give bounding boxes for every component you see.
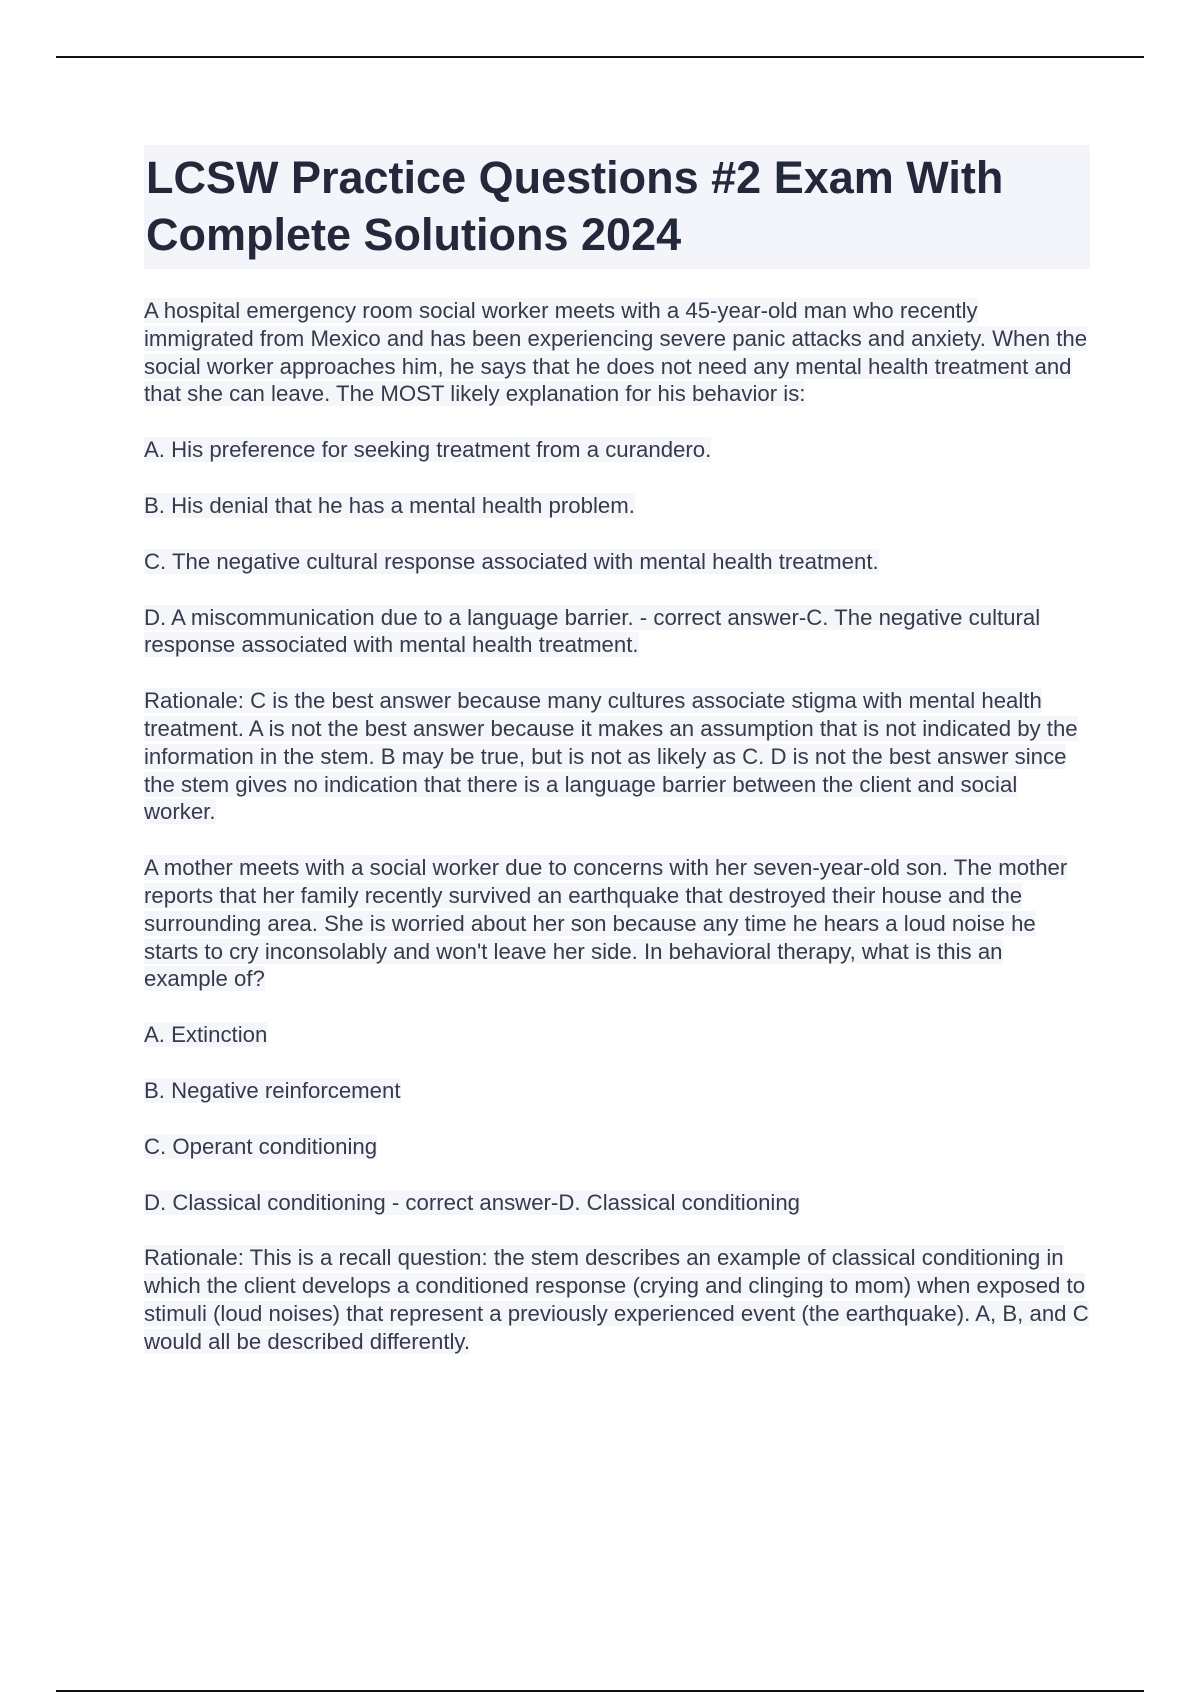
question-1-option-b-text: B. His denial that he has a mental health problem.: [144, 492, 635, 518]
document-title: LCSW Practice Questions #2 Exam With Complete Solutions 2024: [144, 145, 1090, 269]
question-1-option-a-text: A. His preference for seeking treatment from a curandero.: [144, 437, 712, 463]
question-1-option-d-text: D. A miscommunication due to a language barrier. - correct answer-C. The negative cultural response associated with mental health treatment.: [144, 604, 1041, 658]
question-2-option-c-text: C. Operant conditioning: [144, 1133, 378, 1159]
question-2-option-b-text: B. Negative reinforcement: [144, 1077, 401, 1103]
question-1-rationale: [144, 687, 1090, 826]
question-2-option-d: [144, 1189, 1090, 1217]
question-2-stem-text: A mother meets with a social worker due to concerns with her seven-year-old son. The mother reports that her family recently survived an earthquake that destroyed their house and the surrounding area. She is worried about her son because any time he hears a loud noise he starts to cry inconsolably and won't leave her side. In behavioral therapy, what is this an example of?: [144, 855, 1068, 992]
question-2-option-a-text: A. Extinction: [144, 1022, 268, 1048]
bottom-rule: [56, 1690, 1144, 1692]
question-2-stem: [144, 854, 1090, 993]
question-1-stem: [144, 297, 1090, 408]
top-rule: [56, 56, 1144, 58]
question-2-option-c: [144, 1133, 1090, 1161]
document-page: [144, 145, 1090, 1384]
question-1-option-c: [144, 548, 1090, 576]
question-2-option-a: [144, 1021, 1090, 1049]
question-1-rationale-text: Rationale: C is the best answer because many cultures associate stigma with mental health treatment. A is not the best answer because it makes an assumption that is not indicated by the information in the stem. B may be true, but is not as likely as C. D is not the best answer since the stem gives no indication that there is a language barrier between the client and social worker.: [144, 688, 1078, 825]
question-2-option-b: [144, 1077, 1090, 1105]
question-1-option-b: [144, 492, 1090, 520]
question-2-rationale: [144, 1244, 1090, 1355]
question-2-option-d-text: D. Classical conditioning - correct answer-D. Classical conditioning: [144, 1189, 801, 1215]
question-1-option-a: [144, 436, 1090, 464]
question-1-option-d: [144, 604, 1090, 660]
document-body: [144, 297, 1090, 1356]
question-1-stem-text: A hospital emergency room social worker meets with a 45-year-old man who recently immigrated from Mexico and has been experiencing severe panic attacks and anxiety. When the social worker approaches him, he says that he does not need any mental health treatment and that she can leave. The MOST likely explanation for his behavior is:: [144, 298, 1088, 407]
question-2-rationale-text: Rationale: This is a recall question: the stem describes an example of classical conditioning in which the client develops a conditioned response (crying and clinging to mom) when exposed to stimuli (loud noises) that represent a previously experienced event (the earthquake). A, B, and C would all be described differently.: [144, 1245, 1089, 1354]
question-1-option-c-text: C. The negative cultural response associated with mental health treatment.: [144, 548, 879, 574]
